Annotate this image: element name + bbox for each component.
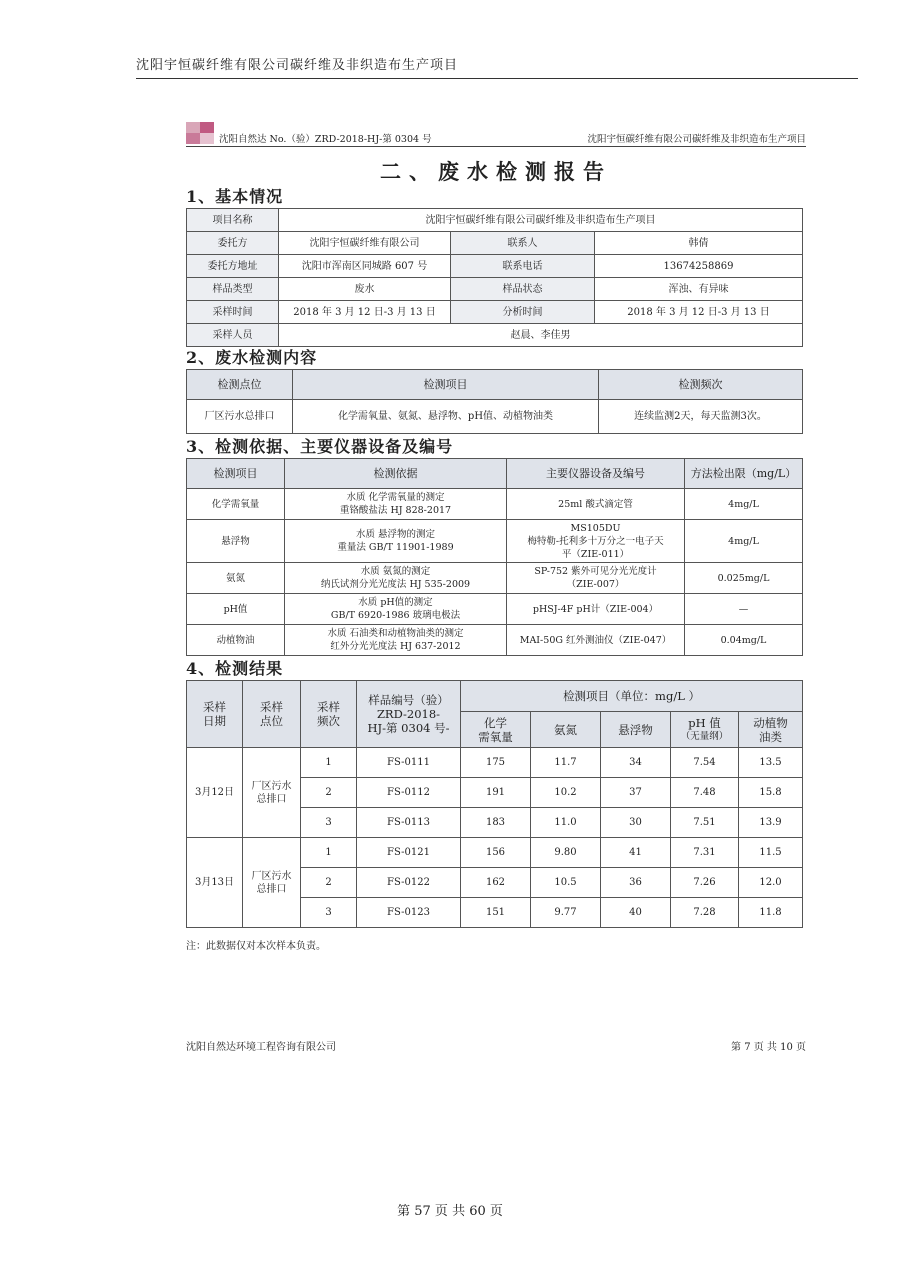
basis-cell (285, 594, 507, 625)
sampler-value: 赵晨、李佳男 (279, 324, 803, 347)
table-row (187, 324, 803, 347)
sample-cell: FS-0111 (357, 748, 461, 778)
table-row (187, 748, 803, 778)
cod-cell: 156 (461, 838, 531, 868)
header-line: 化学 (484, 715, 507, 730)
ss-cell: 36 (601, 868, 671, 898)
header-line: pH 值 (688, 715, 721, 730)
nh3-cell: 10.2 (531, 778, 601, 808)
instrument-line: MAI-50G 红外测油仪（ZIE-047） (519, 634, 672, 646)
instrument-line: 梅特勒-托利多十万分之一电子天 (527, 535, 664, 547)
basis-line: GB/T 6920-1986 玻璃电极法 (330, 610, 461, 621)
item-cell: pH值 (187, 594, 285, 625)
oil-cell: 11.8 (739, 898, 803, 928)
sampling-time-value: 2018 年 3 月 12 日-3 月 13 日 (279, 301, 451, 324)
date-cell: 3月13日 (187, 838, 243, 928)
note: 注：此数据仅对本次样本负责。 (186, 941, 326, 952)
freq-cell: 1 (301, 838, 357, 868)
address-label: 委托方地址 (187, 255, 279, 278)
ph-cell: 7.31 (671, 838, 739, 868)
sample-cell: FS-0122 (357, 868, 461, 898)
table-row (187, 489, 803, 520)
nh3-cell: 11.7 (531, 748, 601, 778)
table-cell: 厂区污水总排口 (187, 400, 293, 434)
results-table (186, 680, 803, 928)
table-row (187, 301, 803, 324)
header-line: 采样 (260, 700, 283, 714)
sample-state-label: 样品状态 (451, 278, 595, 301)
ss-cell: 34 (601, 748, 671, 778)
basis-line: 重量法 GB/T 11901-1989 (337, 542, 454, 553)
instrument-line: （ZIE-007） (566, 579, 625, 590)
sample-cell: FS-0123 (357, 898, 461, 928)
table-row (187, 594, 803, 625)
basis-cell (285, 563, 507, 594)
nh3-cell: 11.0 (531, 808, 601, 838)
column-header-ph (671, 712, 739, 748)
item-cell: 化学需氧量 (187, 489, 285, 520)
client-value: 沈阳宇恒碳纤维有限公司 (279, 232, 451, 255)
cod-cell: 162 (461, 868, 531, 898)
ph-cell: 7.28 (671, 898, 739, 928)
oil-cell: 13.9 (739, 808, 803, 838)
ss-cell: 40 (601, 898, 671, 928)
instrument-cell (507, 489, 685, 520)
instrument-cell (507, 520, 685, 563)
instrument-line: pHSJ-4F pH计（ZIE-004） (532, 603, 659, 615)
report-title: 二、废水检测报告 (380, 159, 612, 184)
point-cell (243, 838, 301, 928)
basis-line: 水质 化学需氧量的测定 (346, 492, 445, 503)
footer-page-number: 第 7 页 共 10 页 (731, 1042, 806, 1053)
inner-header (186, 122, 806, 147)
sample-type-value: 废水 (279, 278, 451, 301)
point-line: 厂区污水 (251, 870, 292, 882)
instrument-line: 平（ZIE-011） (561, 548, 630, 560)
oil-cell: 12.0 (739, 868, 803, 898)
basis-line: 水质 氨氮的测定 (360, 566, 431, 577)
table-row (187, 563, 803, 594)
sample-cell: FS-0112 (357, 778, 461, 808)
instrument-line: MS105DU (570, 522, 621, 534)
header-line: 点位 (260, 714, 283, 728)
header-line: 频次 (317, 714, 340, 728)
header-line: 动植物 (753, 715, 788, 730)
nh3-cell: 10.5 (531, 868, 601, 898)
item-cell: 氨氮 (187, 563, 285, 594)
instrument-line: 25ml 酸式滴定管 (558, 498, 633, 510)
overall-page-number: 第 57 页 共 60 页 (397, 1204, 503, 1219)
limit-cell: 4mg/L (685, 520, 803, 563)
instrument-cell (507, 594, 685, 625)
table-header-row (187, 370, 803, 400)
table-row (187, 400, 803, 434)
basis-line: 水质 悬浮物的测定 (355, 529, 436, 540)
freq-cell: 1 (301, 748, 357, 778)
limit-cell: — (685, 594, 803, 625)
footer-company: 沈阳自然达环境工程咨询有限公司 (186, 1042, 336, 1053)
column-header-point (243, 681, 301, 748)
document-number: 沈阳自然达 No.（验）ZRD-2018-HJ-第 0304 号 (219, 134, 432, 145)
cod-cell: 183 (461, 808, 531, 838)
item-cell: 悬浮物 (187, 520, 285, 563)
item-cell: 动植物油 (187, 625, 285, 656)
header-line: 采样 (317, 700, 340, 714)
phone-value: 13674258869 (595, 255, 803, 278)
date-cell: 3月12日 (187, 748, 243, 838)
limit-cell: 0.025mg/L (685, 563, 803, 594)
header-line: 样品编号（验） (368, 693, 449, 707)
phone-label: 联系电话 (451, 255, 595, 278)
table-row (187, 838, 803, 868)
project-label: 项目名称 (187, 209, 279, 232)
instrument-cell (507, 625, 685, 656)
point-cell (243, 748, 301, 838)
table-row (187, 278, 803, 301)
instrument-line: SP-752 紫外可见分光光度计 (534, 566, 657, 577)
section-1-title: 1、基本情况 (186, 187, 284, 206)
company-logo-icon (186, 122, 214, 144)
basis-line: 水质 pH值的测定 (358, 597, 433, 608)
basis-line: 重铬酸盐法 HJ 828-2017 (339, 505, 452, 516)
table-row (187, 520, 803, 563)
column-header: 检测点位 (187, 370, 293, 400)
header-line: 采样 (203, 700, 226, 714)
ph-cell: 7.54 (671, 748, 739, 778)
column-header-ss: 悬浮物 (601, 712, 671, 748)
sampling-time-label: 采样时间 (187, 301, 279, 324)
column-header: 检测依据 (285, 459, 507, 489)
freq-cell: 2 (301, 868, 357, 898)
contact-label: 联系人 (451, 232, 595, 255)
section-3-title: 3、检测依据、主要仪器设备及编号 (186, 437, 454, 456)
section-2-title: 2、废水检测内容 (186, 348, 318, 367)
column-header-nh3: 氨氮 (531, 712, 601, 748)
header-line: ZRD-2018- (376, 707, 441, 721)
oil-cell: 15.8 (739, 778, 803, 808)
analysis-time-value: 2018 年 3 月 12 日-3 月 13 日 (595, 301, 803, 324)
point-line: 总排口 (256, 883, 287, 895)
freq-cell: 3 (301, 808, 357, 838)
column-header: 检测频次 (599, 370, 803, 400)
point-line: 厂区污水 (251, 780, 292, 792)
basis-line: 纳氏试剂分光光度法 HJ 535-2009 (320, 579, 471, 590)
table-row (187, 255, 803, 278)
detection-content-table (186, 369, 803, 434)
cod-cell: 175 (461, 748, 531, 778)
table-row (187, 232, 803, 255)
header-line: HJ-第 0304 号- (367, 721, 450, 735)
nh3-cell: 9.80 (531, 838, 601, 868)
column-header: 检测项目 (187, 459, 285, 489)
cod-cell: 191 (461, 778, 531, 808)
basis-line: 水质 石油类和动植物油类的测定 (327, 628, 464, 639)
column-group-header: 检测项目（单位：mg/L ） (461, 681, 803, 712)
header-line: 日期 (203, 714, 226, 728)
column-header-cod (461, 712, 531, 748)
nh3-cell: 9.77 (531, 898, 601, 928)
point-line: 总排口 (256, 793, 287, 805)
project-value: 沈阳宇恒碳纤维有限公司碳纤维及非织造布生产项目 (279, 209, 803, 232)
ph-cell: 7.26 (671, 868, 739, 898)
report-page (186, 122, 806, 952)
column-header-date (187, 681, 243, 748)
table-header-row (187, 459, 803, 489)
sample-cell: FS-0121 (357, 838, 461, 868)
address-value: 沈阳市浑南区同城路 607 号 (279, 255, 451, 278)
column-header: 方法检出限（mg/L） (685, 459, 803, 489)
page-footer (186, 1038, 806, 1053)
basis-cell (285, 520, 507, 563)
column-header-oil (739, 712, 803, 748)
header-line: （无量纲） (680, 730, 729, 742)
table-cell: 连续监测2天，每天监测3次。 (599, 400, 803, 434)
header-line: 需氧量 (478, 729, 513, 744)
instrument-cell (507, 563, 685, 594)
ss-cell: 37 (601, 778, 671, 808)
column-header-frequency (301, 681, 357, 748)
inner-project-name: 沈阳宇恒碳纤维有限公司碳纤维及非织造布生产项目 (587, 134, 806, 145)
freq-cell: 3 (301, 898, 357, 928)
sample-state-value: 浑浊、有异味 (595, 278, 803, 301)
oil-cell: 11.5 (739, 838, 803, 868)
header-line: 油类 (759, 729, 783, 744)
column-header: 主要仪器设备及编号 (507, 459, 685, 489)
basis-cell (285, 489, 507, 520)
cod-cell: 151 (461, 898, 531, 928)
basic-info-table (186, 208, 803, 347)
table-row (187, 625, 803, 656)
analysis-time-label: 分析时间 (451, 301, 595, 324)
limit-cell: 0.04mg/L (685, 625, 803, 656)
sample-type-label: 样品类型 (187, 278, 279, 301)
oil-cell: 13.5 (739, 748, 803, 778)
ph-cell: 7.51 (671, 808, 739, 838)
section-4-title: 4、检测结果 (186, 659, 284, 678)
sample-cell: FS-0113 (357, 808, 461, 838)
limit-cell: 4mg/L (685, 489, 803, 520)
client-label: 委托方 (187, 232, 279, 255)
column-header-sample-no (357, 681, 461, 748)
basis-cell (285, 625, 507, 656)
table-cell: 化学需氧量、氨氮、悬浮物、pH值、动植物油类 (293, 400, 599, 434)
table-header-row (187, 681, 803, 712)
column-header: 检测项目 (293, 370, 599, 400)
contact-value: 韩倩 (595, 232, 803, 255)
method-table (186, 458, 803, 656)
ss-cell: 30 (601, 808, 671, 838)
ph-cell: 7.48 (671, 778, 739, 808)
table-row (187, 209, 803, 232)
sampler-label: 采样人员 (187, 324, 279, 347)
freq-cell: 2 (301, 778, 357, 808)
ss-cell: 41 (601, 838, 671, 868)
outer-header: 沈阳宇恒碳纤维有限公司碳纤维及非织造布生产项目 (136, 54, 858, 79)
basis-line: 红外分光光度法 HJ 637-2012 (330, 641, 461, 652)
